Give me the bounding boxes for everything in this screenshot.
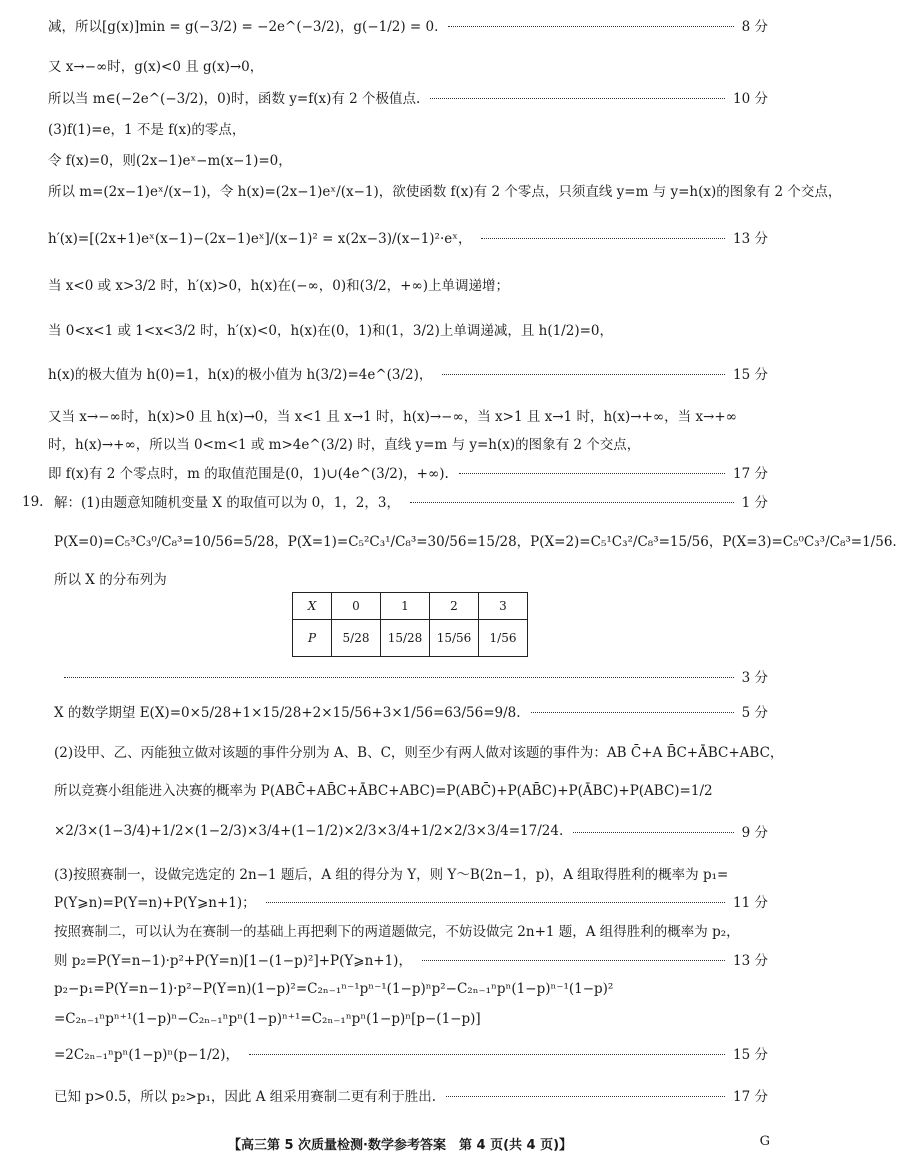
- score-mark: 15 分: [733, 1047, 768, 1063]
- answer-text: 又当 x→−∞时，h(x)>0 且 h(x)→0，当 x<1 且 x→1 时，h(x)→−∞，当 x>1 且 x→1 时，h(x)→+∞，当 x→+∞: [48, 409, 737, 425]
- answer-line: [48, 459, 768, 485]
- score-mark: 13 分: [733, 953, 768, 969]
- answer-text: 已知 p>0.5，所以 p₂>p₁，因此 A 组采用赛制二更有利于胜出.: [54, 1089, 437, 1105]
- table-header-cell: X: [293, 593, 332, 620]
- answer-line: [54, 976, 768, 1002]
- answer-line: [54, 1082, 768, 1108]
- score-mark: 17 分: [733, 1089, 768, 1105]
- answer-line: [54, 818, 768, 844]
- leader-dots: [459, 473, 725, 474]
- leader-dots: [442, 374, 725, 375]
- table-cell: 0: [332, 593, 381, 620]
- answer-text: 又 x→−∞时，g(x)<0 且 g(x)→0，: [48, 59, 264, 75]
- answer-text: X 的数学期望 E(X)=0×5/28+1×15/28+2×15/56+3×1/56=63/56=9/8.: [54, 705, 521, 721]
- answer-text: =2C₂ₙ₋₁ⁿpⁿ(1−p)ⁿ(p−1/2)，: [54, 1047, 239, 1063]
- table-cell: 15/28: [381, 620, 430, 657]
- answer-text: 所以 m=(2x−1)eˣ/(x−1)，令 h(x)=(2x−1)eˣ/(x−1)，欲使函数 f(x)有 2 个零点，只须直线 y=m 与 y=h(x)的图象有 2 个交点，: [48, 184, 842, 200]
- answer-text: (3)f(1)=e，1 不是 f(x)的零点，: [48, 122, 246, 138]
- answer-line: [54, 527, 897, 553]
- answer-text: (2)设甲、乙、丙能独立做对该题的事件分别为 A、B、C，则至少有两人做对该题的事件为：AB C̄+A B̄C+ĀBC+ABC，: [54, 745, 784, 761]
- answer-line: [48, 84, 768, 110]
- answer-line: [54, 888, 768, 914]
- answer-line: [54, 776, 768, 802]
- score-mark: 8 分: [741, 19, 768, 35]
- score-mark: 11 分: [733, 895, 768, 911]
- answer-text: h′(x)=[(2x+1)eˣ(x−1)−(2x−1)eˣ]/(x−1)² = x(2x−3)/(x−1)²·eˣ，: [48, 231, 472, 247]
- table-cell: 15/56: [430, 620, 479, 657]
- answer-text: P(X=0)=C₅³C₃⁰/C₈³=10/56=5/28，P(X=1)=C₅²C₃¹/C₈³=30/56=15/28，P(X=2)=C₅¹C₃²/C₈³=15/56，P(X=3)=C₅⁰C₃³/C₈³=1/56.: [54, 534, 897, 550]
- table-cell: 2: [430, 593, 479, 620]
- answer-text: 则 p₂=P(Y=n−1)·p²+P(Y=n)[1−(1−p)²]+P(Y⩾n+1)，: [54, 953, 412, 969]
- score-mark: 13 分: [733, 231, 768, 247]
- leader-dots: [422, 960, 725, 961]
- answer-line: [54, 488, 768, 514]
- leader-dots: [481, 238, 725, 239]
- leader-dots: [448, 26, 733, 27]
- leader-dots: [573, 832, 733, 833]
- answer-text: 所以 X 的分布列为: [54, 572, 167, 588]
- table-row: [293, 620, 528, 657]
- answer-line: [54, 1040, 768, 1066]
- answer-text: 令 f(x)=0，则(2x−1)eˣ−m(x−1)=0，: [48, 153, 292, 169]
- answer-text: h(x)的极大值为 h(0)=1，h(x)的极小值为 h(3/2)=4e^(3/2)，: [48, 367, 433, 383]
- score-mark: 10 分: [733, 91, 768, 107]
- leader-dots: [410, 502, 734, 503]
- table-cell: 3: [479, 593, 528, 620]
- leader-dots: [249, 1054, 725, 1055]
- table-cell: 1: [381, 593, 430, 620]
- answer-text: ×2/3×(1−3/4)+1/2×(1−2/3)×3/4+(1−1/2)×2/3×3/4+1/2×2/3×3/4=17/24.: [54, 823, 564, 839]
- answer-line: [54, 698, 768, 724]
- page-footer: 【高三第 5 次质量检测·数学参考答案 第 4 页(共 4 页)】: [227, 1138, 573, 1153]
- leader-dots: [64, 677, 734, 678]
- answer-line: [48, 360, 768, 386]
- answer-line: [54, 1006, 768, 1032]
- score-mark: 1 分: [741, 495, 768, 511]
- answer-line: [48, 271, 768, 297]
- answer-text: p₂−p₁=P(Y=n−1)·p²−P(Y=n)(1−p)²=C₂ₙ₋₁ⁿ⁻¹pⁿ⁻¹(1−p)ⁿp²−C₂ₙ₋₁ⁿpⁿ(1−p)ⁿ⁻¹(1−p)²: [54, 981, 614, 997]
- answer-line: [54, 860, 768, 886]
- answer-line: [48, 146, 768, 172]
- answer-text: 所以竞赛小组能进入决赛的概率为 P(ABC̄+AB̄C+ĀBC+ABC)=P(ABC̄)+P(AB̄C)+P(ĀBC)+P(ABC)=1/2: [54, 783, 713, 799]
- score-mark: 15 分: [733, 367, 768, 383]
- answer-line: [48, 402, 768, 428]
- score-mark: 9 分: [741, 825, 768, 841]
- answer-line: [48, 12, 768, 38]
- leader-dots: [266, 902, 725, 903]
- answer-text: 按照赛制二，可以认为在赛制一的基础上再把剩下的两道题做完，不妨设做完 2n+1 题，A 组得胜利的概率为 p₂，: [54, 924, 740, 940]
- leader-dots: [446, 1096, 725, 1097]
- table-row: [293, 593, 528, 620]
- answer-line: [48, 316, 768, 342]
- answer-text: (3)按照赛制一，设做完选定的 2n−1 题后，A 组的得分为 Y，则 Y～B(2n−1，p)，A 组取得胜利的概率为 p₁=: [54, 867, 729, 883]
- answer-text: 时，h(x)→+∞，所以当 0<m<1 或 m>4e^(3/2) 时，直线 y=m 与 y=h(x)的图象有 2 个交点，: [48, 437, 641, 453]
- table-cell: 5/28: [332, 620, 381, 657]
- answer-line: [48, 430, 768, 456]
- leader-dots: [531, 712, 734, 713]
- answer-line: [48, 52, 768, 78]
- answer-line: [54, 917, 768, 943]
- answer-text: 减，所以[g(x)]min = g(−3/2) = −2e^(−3/2)，g(−1/2) = 0.: [48, 19, 439, 35]
- answer-line: [48, 177, 842, 203]
- question-number: 19.: [22, 494, 44, 510]
- table-cell: 1/56: [479, 620, 528, 657]
- answer-text: 即 f(x)有 2 个零点时，m 的取值范围是(0，1)∪(4e^(3/2)，+∞).: [48, 466, 449, 482]
- answer-line: [48, 224, 768, 250]
- answer-line: [48, 115, 768, 141]
- answer-line: [54, 663, 768, 689]
- distribution-table: [292, 592, 528, 657]
- paper-code: G: [759, 1134, 770, 1149]
- answer-text: 当 0<x<1 或 1<x<3/2 时，h′(x)<0，h(x)在(0，1)和(1，3/2)上单调递减，且 h(1/2)=0，: [48, 323, 613, 339]
- answer-text: =C₂ₙ₋₁ⁿpⁿ⁺¹(1−p)ⁿ−C₂ₙ₋₁ⁿpⁿ(1−p)ⁿ⁺¹=C₂ₙ₋₁ⁿpⁿ(1−p)ⁿ[p−(1−p)]: [54, 1011, 481, 1027]
- answer-text: P(Y⩾n)=P(Y=n)+P(Y⩾n+1)；: [54, 895, 256, 911]
- answer-text: 所以当 m∈(−2e^(−3/2)，0)时，函数 y=f(x)有 2 个极值点.: [48, 91, 421, 107]
- answer-text: 解：(1)由题意知随机变量 X 的取值可以为 0，1，2，3，: [54, 495, 400, 511]
- score-mark: 17 分: [733, 466, 768, 482]
- score-mark: 5 分: [741, 705, 768, 721]
- table-header-cell: P: [293, 620, 332, 657]
- leader-dots: [430, 98, 725, 99]
- score-mark: 3 分: [741, 670, 768, 686]
- answer-text: 当 x<0 或 x>3/2 时，h′(x)>0，h(x)在(−∞，0)和(3/2，+∞)上单调递增；: [48, 278, 509, 294]
- answer-line: [54, 738, 784, 764]
- answer-line: [54, 946, 768, 972]
- answer-line: [54, 565, 768, 591]
